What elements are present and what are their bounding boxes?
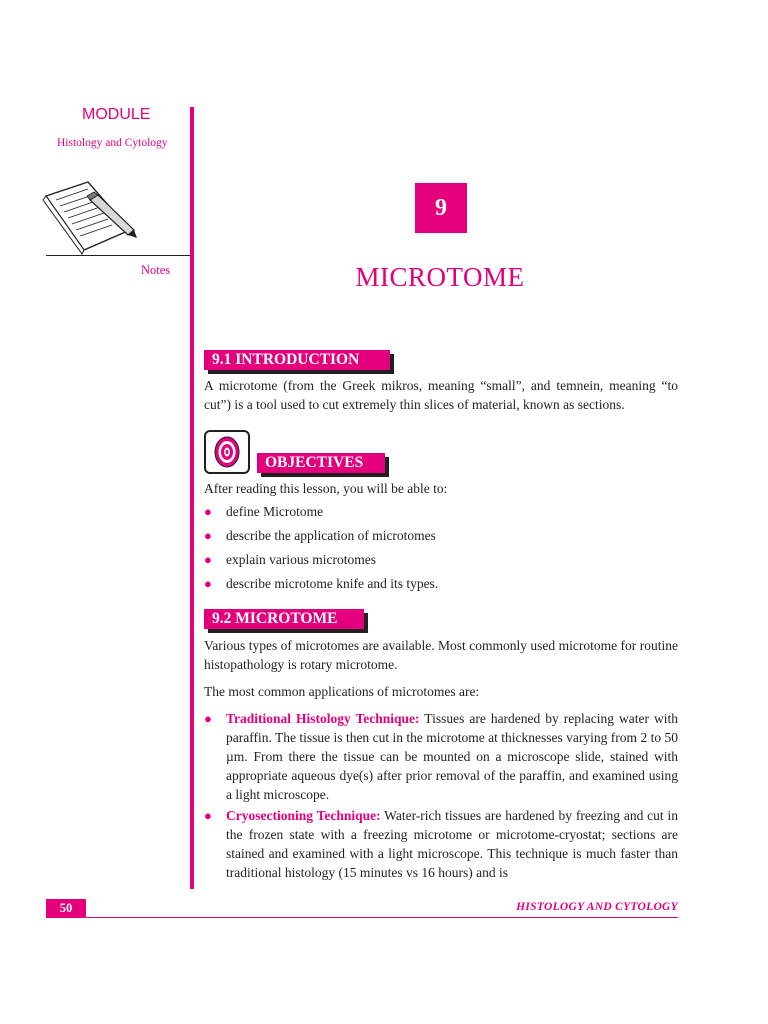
- bullet-icon: ●: [204, 528, 212, 543]
- bullet-icon: ●: [204, 576, 212, 591]
- objectives-intro: After reading this lesson, you will be able to:: [204, 481, 448, 496]
- chapter-title: MICROTOME: [355, 262, 525, 292]
- module-label: MODULE: [82, 106, 151, 123]
- bullet-icon: ●: [204, 552, 212, 567]
- section-heading-microtome: 9.2 MICROTOME: [204, 609, 364, 629]
- section-heading-objectives: OBJECTIVES: [257, 453, 385, 473]
- target-icon: [204, 430, 250, 474]
- list-item: ● explain various microtomes: [204, 552, 376, 567]
- bullet-icon: ●: [204, 504, 212, 519]
- application-term: Cryosectioning Technique:: [226, 808, 381, 823]
- microtome-paragraph-2: The most common applications of microtomes are:: [204, 684, 480, 699]
- footer-rule: [86, 917, 678, 918]
- list-item: ● define Microtome: [204, 504, 324, 519]
- notepad-pencil-icon: [38, 178, 138, 258]
- list-item: ● describe microtome knife and its types.: [204, 576, 439, 591]
- bullet-icon: ●: [204, 808, 212, 823]
- list-item: ● describe the application of microtomes: [204, 528, 436, 543]
- bullet-icon: ●: [204, 711, 212, 726]
- application-item: [204, 709, 678, 804]
- application-term: Traditional Histology Technique:: [226, 711, 420, 726]
- application-item: [204, 806, 678, 882]
- notes-rule: [46, 255, 190, 256]
- sidebar-divider: [190, 107, 194, 889]
- chapter-number: 9: [415, 183, 467, 233]
- application-text: Tissues are hardened by replacing water with paraffin. The tissue is then cut in the microtome at thicknesses varying from 2 to 50 µm. From there the tissue can be mounted on a microscope slide, stained with appropriate aqueous dye(s) after prior removal of the paraffin, and examined using a light microscope.: [226, 711, 678, 802]
- page-number: 50: [46, 899, 86, 918]
- notes-label: Notes: [141, 263, 171, 277]
- objectives-list: [204, 502, 678, 598]
- footer-book-title: HISTOLOGY AND CYTOLOGY: [516, 901, 678, 913]
- application-text: Water-rich tissues are hardened by freezing and cut in the frozen state with a freezing microtome or microtome-cryostat; sections are stained and examined with a light microscope. This technique is much faster than traditional histology (15 minutes vs 16 hours) and is: [226, 808, 678, 880]
- module-subject: Histology and Cytology: [57, 137, 168, 149]
- introduction-paragraph: A microtome (from the Greek mikros, meaning “small”, and temnein, meaning “to cut”) is a tool used to cut extremely thin slices of material, known as sections.: [204, 378, 678, 412]
- section-heading-introduction: 9.1 INTRODUCTION: [204, 350, 390, 370]
- microtome-paragraph-1: Various types of microtomes are available. Most commonly used microtome for routine histopathology is rotary microtome.: [204, 638, 678, 672]
